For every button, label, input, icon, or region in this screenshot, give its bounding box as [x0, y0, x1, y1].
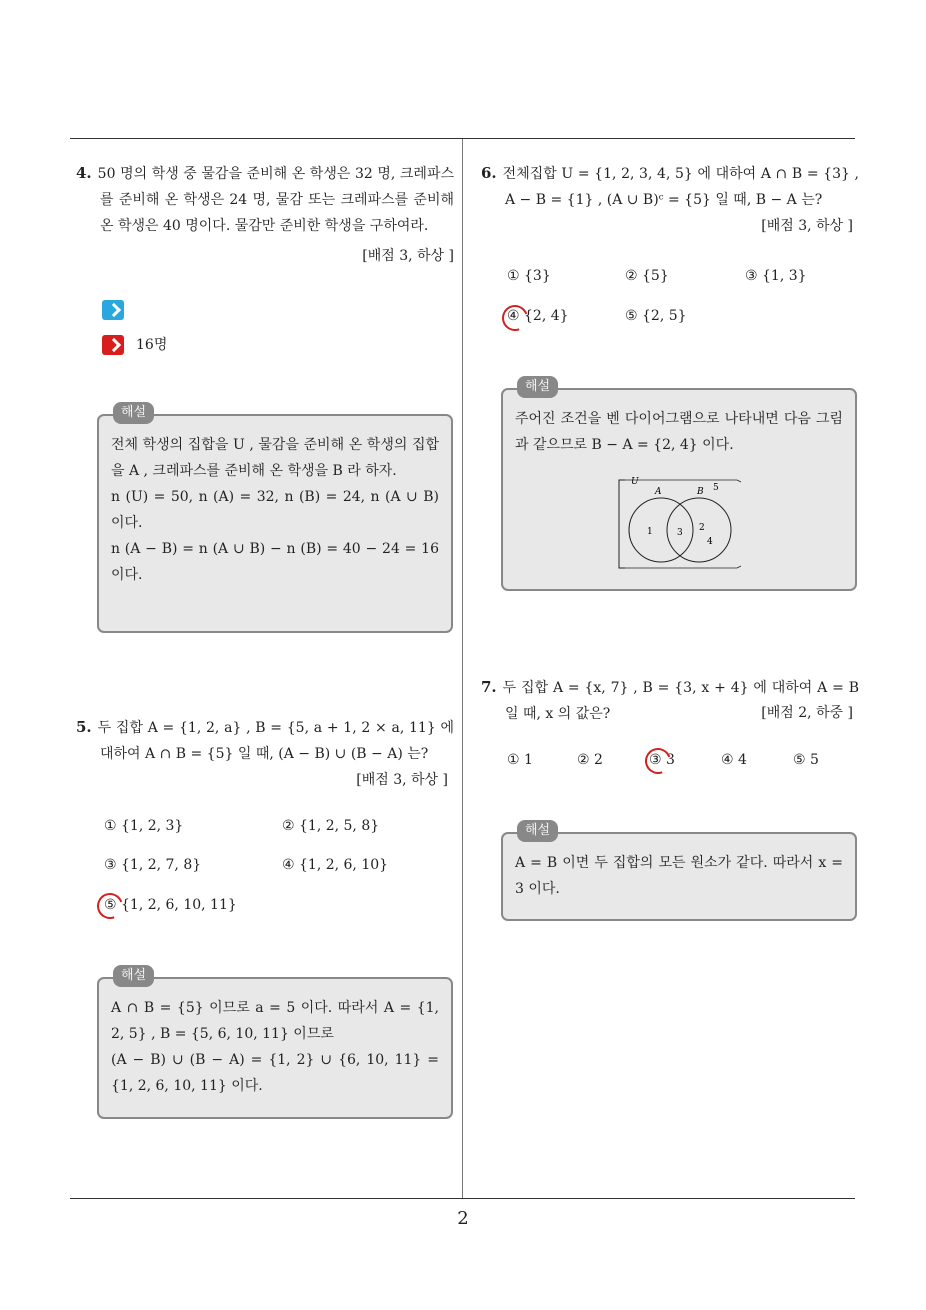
venn-label-a: A — [655, 487, 662, 497]
question-number: 4. — [76, 164, 92, 182]
venn-diagram — [617, 474, 747, 574]
explanation-line: n (U) = 50, n (A) = 32, n (B) = 24, n (A ∪ B) 이다. — [111, 489, 439, 531]
question-number: 6. — [481, 164, 497, 182]
bottom-rule — [70, 1198, 855, 1199]
explanation-tag: 해설 — [113, 965, 154, 987]
option-5[interactable]: ⑤ 5 — [793, 752, 819, 768]
question-text: 두 집합 A = {1, 2, a} , B = {5, a + 1, 2 × a, 11} 에 대하여 A ∩ B = {5} 일 때, (A − B) ∪ (B − A) 는? — [97, 720, 454, 762]
venn-intersection: 3 — [677, 528, 683, 538]
question-4 — [76, 160, 454, 269]
option-4[interactable]: ④ {2, 4} — [507, 308, 569, 324]
option-2[interactable]: ② 2 — [577, 752, 603, 768]
score-label: [배점 3, 하상 ] — [356, 772, 448, 788]
explanation-line: A ∩ B = {5} 이므로 a = 5 이다. 따라서 A = {1, 2, 5} , B = {5, 6, 10, 11} 이므로 — [111, 1000, 439, 1042]
question-6 — [481, 160, 859, 239]
option-4[interactable]: ④ 4 — [721, 752, 747, 768]
score-label: [배점 2, 하중 ] — [761, 705, 853, 721]
option-2[interactable]: ② {1, 2, 5, 8} — [282, 818, 380, 834]
question-5 — [76, 714, 454, 793]
explanation-box-q6 — [501, 379, 857, 591]
explanation-line: n (A − B) = n (A ∪ B) − n (B) = 40 − 24 = 16 이다. — [111, 541, 439, 583]
venn-only-b-1: 2 — [699, 523, 705, 533]
explanation-line: A = B 이면 두 집합의 모든 원소가 같다. 따라서 x = 3 이다. — [515, 855, 843, 897]
option-1[interactable]: ① {3} — [507, 268, 551, 284]
explanation-line: 주어진 조건을 벤 다이어그램으로 나타내면 다음 그림과 같으므로 B − A = {2, 4} 이다. — [515, 411, 843, 453]
option-4[interactable]: ④ {1, 2, 6, 10} — [282, 857, 389, 873]
option-3[interactable]: ③ 3 — [649, 752, 675, 768]
venn-only-a: 1 — [647, 527, 653, 537]
option-5[interactable]: ⑤ {1, 2, 6, 10, 11} — [104, 897, 237, 913]
explanation-line: 전체 학생의 집합을 U , 물감을 준비해 온 학생의 집합을 A , 크레파스를 준비해 온 학생을 B 라 하자. — [111, 437, 439, 479]
answer-button-icon[interactable] — [102, 335, 124, 355]
explanation-tag: 해설 — [517, 376, 558, 398]
question-7 — [481, 674, 859, 727]
explanation-line: (A − B) ∪ (B − A) = {1, 2} ∪ {6, 10, 11} = {1, 2, 6, 10, 11} 이다. — [111, 1052, 439, 1094]
hint-button-icon[interactable] — [102, 300, 124, 320]
question-number: 7. — [481, 678, 497, 696]
option-1[interactable]: ① {1, 2, 3} — [104, 818, 184, 834]
option-5[interactable]: ⑤ {2, 5} — [625, 308, 687, 324]
explanation-tag: 해설 — [517, 820, 558, 842]
venn-only-b-2: 4 — [707, 537, 713, 547]
option-3[interactable]: ③ {1, 3} — [745, 268, 807, 284]
option-2[interactable]: ② {5} — [625, 268, 669, 284]
question-text: 50 명의 학생 중 물감을 준비해 온 학생은 32 명, 크레파스를 준비해 온 학생은 24 명, 물감 또는 크레파스를 준비해 온 학생은 40 명이다. 물감만 준비한 학생을 구하여라. — [97, 166, 454, 234]
option-1[interactable]: ① 1 — [507, 752, 533, 768]
question-number: 5. — [76, 718, 92, 736]
page-number: 2 — [457, 1208, 469, 1229]
venn-circle-a — [629, 498, 693, 562]
options-q5 — [0, 818, 462, 918]
venn-label-u: U — [631, 477, 639, 487]
venn-outside: 5 — [713, 483, 719, 493]
question-text: 전체집합 U = {1, 2, 3, 4, 5} 에 대하여 A ∩ B = {3} , A − B = {1} , (A ∪ B)ᶜ = {5} 일 때, B − A 는? — [502, 166, 859, 208]
score-label: [배점 3, 하상 ] — [362, 248, 454, 264]
question-text: 두 집합 A = {x, 7} , B = {3, x + 4} 에 대하여 A = B 일 때, x 의 값은? — [502, 680, 859, 722]
explanation-box-q4 — [97, 405, 453, 633]
explanation-box-q7 — [501, 823, 857, 921]
score-label: [배점 3, 하상 ] — [761, 218, 853, 234]
explanation-box-q5 — [97, 968, 453, 1119]
explanation-tag: 해설 — [113, 402, 154, 424]
option-3[interactable]: ③ {1, 2, 7, 8} — [104, 857, 202, 873]
answer-text: 16명 — [136, 337, 168, 353]
venn-label-b: B — [697, 487, 704, 497]
